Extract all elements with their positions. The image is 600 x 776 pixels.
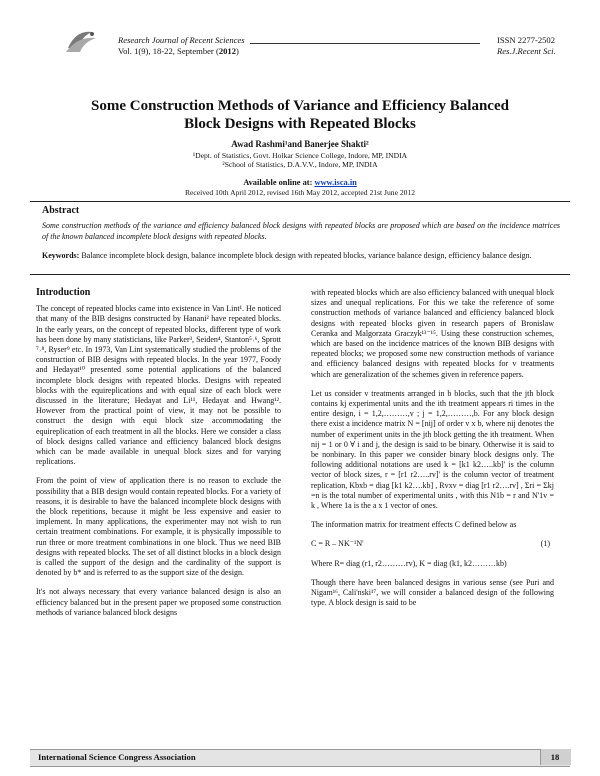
authors: Awad Rashmi¹and Banerjee Shakti² <box>231 139 369 149</box>
abstract-text: Some construction methods of the variance and efficiency balanced block designs with repeated blocks are proposed which are based on the incidence matrices of the known balanced incomplete block designs with repeated blocks. <box>42 221 560 241</box>
paragraph: Though there have been balanced designs in various sense (see Puri and Nigam¹⁶, Cali'nski¹⁷, we will consider a balanced design of the following type. A block design is said to be <box>311 577 554 608</box>
availability: Available online at: www.isca.in <box>243 178 357 187</box>
footer-org: International Science Congress Association <box>38 752 196 762</box>
paragraph: Where R= diag (r1, r2………rv), K = diag (k1, k2………kb) <box>311 558 507 568</box>
keywords: Keywords: Balance incomplete block design, balance incomplete block design with repeated blocks, variance balance design, efficiency balance design. <box>42 251 532 260</box>
abstract-heading: Abstract <box>42 205 80 216</box>
equation-number: (1) <box>540 539 550 549</box>
issn: ISSN 2277-2502 <box>497 35 556 45</box>
received-dates: Received 10th April 2012, revised 16th May 2012, accepted 21st June 2012 <box>184 188 416 197</box>
journal-link[interactable]: www.isca.in <box>314 178 357 187</box>
paragraph: The information matrix for treatment effects C defined below as <box>311 520 517 530</box>
journal-name: Research Journal of Recent Sciences <box>118 35 245 45</box>
paragraph: with repeated blocks which are also efficiency balanced with unequal block sizes and unequal replications. For this we take the reference of some construction methods of variance balanced and efficiency balanced block designs with repeated blocks given in research papers of Bronislaw Ceranka and Malgorzata Graczyk¹³⁻¹⁵. Using these construction schemes, which are based on the incidence matrices of the known BIB designs with repeated blocks; we proposed some new construction methods of variance and efficiency balanced designs with repeated blocks for v treatments which are generalization of the schemes given in reference papers. <box>311 288 554 379</box>
paragraph: From the point of view of application there is no reason to exclude the possibility that a BIB design would contain repeated blocks. For a variety of reasons, it is desirable to have the balanced incomplete block designs with the block repetitions, because it might be less expensive and easier to implement. In many applications, the experimenter may not wish to run certain treatment combinations. For example, it is physically impossible to run three or more treatment combinations in one block. Thus we need BIB designs with repeated blocks. The set of all distinct blocks in a block design is called the support of the design and the cardinality of the support is denoted by b* and is referred to as the support size of the design. <box>36 476 281 578</box>
right-column <box>311 288 554 617</box>
paper-title: Some Construction Methods of Variance and Efficiency Balanced Block Designs with Repeated Blocks <box>91 98 509 132</box>
header-rule <box>250 43 480 44</box>
page-number: 18 <box>550 752 560 762</box>
paragraph: It's not always necessary that every variance balanced design is also an efficiency balanced but in the present paper we proposed some construction methods of variance balanced block designs <box>36 587 281 617</box>
journal-abbrev: Res.J.Recent Sci. <box>497 46 556 56</box>
section-heading: Introduction <box>36 287 91 298</box>
equation: C = R – NK⁻¹N' (1) <box>311 539 550 549</box>
volume-info: Vol. 1(9), 18-22, September (2012) <box>118 46 239 56</box>
paragraph: Let us consider v treatments arranged in b blocks, such that the jth block contains kj experimental units and the ith treatment appears ri times in the entire design, i = 1,2,………,v ; j = 1,2,………,b. For any block design there exist a incidence matrix N = [nij] of order v x b, where nij denotes the number of experiment units in the jth block getting the ith treatment. When nij = 1 or 0 ∀ i and j, the design is said to be binary. Otherwise it is said to be nonbinary. In this paper we consider binary block designs only. The following additional notations are used k = [k1 k2…..kb]' is the column vector of block sizes, r = [r1 r2…..rv]' is the column vector of treatment replication, Kbxb = diag [k1 k2….kb] , Rvxv = diag [r1 r2….rv] , Σri = Σkj =n is the total number of experimental units , with this N1b = r and N'1v = k , Where 1a is the a x 1 vector of ones. <box>311 388 554 511</box>
journal-logo <box>62 26 102 58</box>
paragraph: The concept of repeated blocks came into existence in Van Lint¹. He noticed that many of the BIB designs constructed by Hanani² have repeated blocks. In the early years, on the concept of repeated blocks, different type of work has been done by many statisticians, like Parker³, Seiden⁴, Stanton⁵˒⁶, Sprott ⁷˒⁸, Ryser⁹ etc. In 1973, Van Lint systematically studied the problems of the construction of BIB designs with repeated blocks. In the year 1977, Foody and Hedayat¹⁰ presented some potential applications of the balanced incomplete block designs with repeated blocks. Designs with repeated blocks with the equireplications and with equal size of each block were discussed in the literature; Hedayat and Li¹¹, Hedayat and Hwang¹². However from the practical point of view, it may not be possible to construct the design with equi block size accommodating the equireplication of each treatment in all the blocks. Here we consider a class of block designs called variance and efficiency balanced block designs which can be made available in unequal block sizes and for varying replications. <box>36 304 281 467</box>
left-column <box>36 288 281 627</box>
affiliations: ¹Dept. of Statistics, Govt. Holkar Science College, Indore, MP, INDIA ²School of Statistics, D.A.V.V., Indore, MP, INDIA <box>192 151 408 169</box>
